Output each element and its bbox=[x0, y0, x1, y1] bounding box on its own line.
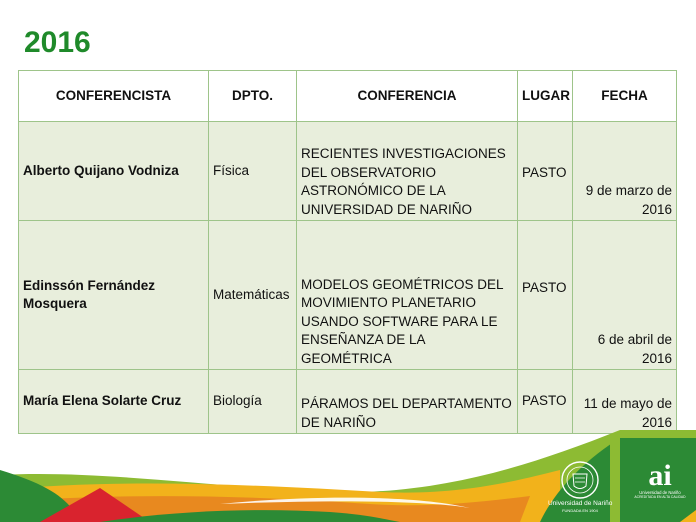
date-cell: 9 de marzo de 2016 bbox=[573, 122, 677, 221]
date-cell: 6 de abril de 2016 bbox=[573, 221, 677, 370]
speaker-cell: Alberto Quijano Vodniza bbox=[19, 122, 209, 221]
conference-cell: MODELOS GEOMÉTRICOS DEL MOVIMIENTO PLANETARIO USANDO SOFTWARE PARA LE ENSEÑANZA DE LA GEOMÉTRICA bbox=[297, 221, 518, 370]
speaker-cell: María Elena Solarte Cruz bbox=[19, 370, 209, 434]
dept-cell: Biología bbox=[209, 370, 297, 434]
date-cell: 11 de mayo de 2016 bbox=[573, 370, 677, 434]
table-row bbox=[19, 370, 677, 434]
university-seal-icon bbox=[560, 460, 600, 500]
place-cell: PASTO bbox=[518, 122, 573, 221]
place-cell: PASTO bbox=[518, 370, 573, 434]
table-header-row bbox=[19, 71, 677, 122]
conferences-table bbox=[18, 70, 677, 434]
dept-cell: Física bbox=[209, 122, 297, 221]
dept-cell: Matemáticas bbox=[209, 221, 297, 370]
table-row bbox=[19, 221, 677, 370]
university-founded: FUNDADA EN 1904 bbox=[562, 508, 598, 513]
header-dept: DPTO. bbox=[209, 71, 297, 122]
accreditation-mark: ai bbox=[648, 459, 672, 492]
university-logo bbox=[548, 460, 612, 513]
header-title: CONFERENCIA bbox=[297, 71, 518, 122]
place-cell: PASTO bbox=[518, 221, 573, 370]
accreditation-university: Universidad de Nariño bbox=[639, 490, 681, 495]
conference-cell: PÁRAMOS DEL DEPARTAMENTO DE NARIÑO bbox=[297, 370, 518, 434]
conference-cell: RECIENTES INVESTIGACIONES DEL OBSERVATORIO ASTRONÓMICO DE LA UNIVERSIDAD DE NARIÑO bbox=[297, 122, 518, 221]
page-title: 2016 bbox=[24, 26, 91, 59]
header-speaker: CONFERENCISTA bbox=[19, 71, 209, 122]
table-row bbox=[19, 122, 677, 221]
accreditation-logo bbox=[626, 459, 694, 499]
header-date: FECHA bbox=[573, 71, 677, 122]
university-name: Universidad de Nariño bbox=[548, 500, 613, 507]
header-place: LUGAR bbox=[518, 71, 573, 122]
accreditation-text: ACREDITADA EN ALTA CALIDAD bbox=[634, 495, 686, 499]
speaker-cell: Edinssón Fernández Mosquera bbox=[19, 221, 209, 370]
